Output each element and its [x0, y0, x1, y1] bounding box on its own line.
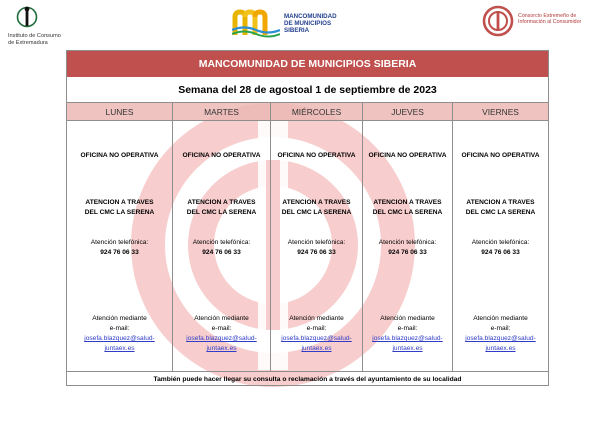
attention-note — [453, 198, 548, 218]
email-link-line-1[interactable]: josefa.blazquez@salud- — [465, 335, 536, 342]
email-link[interactable] — [173, 334, 270, 354]
email-link[interactable] — [363, 334, 452, 354]
phone-label: Atención telefónica: — [287, 239, 346, 246]
logo-center-line-3: SIBERIA — [284, 27, 310, 35]
logo-right-line-1: Consorcio Extremeño de — [518, 13, 577, 19]
email-label — [271, 314, 362, 334]
phone-label: Atención telefónica: — [192, 239, 251, 246]
email-label-line-2: e-mail: — [109, 325, 130, 332]
day-name: JUEVES — [363, 103, 452, 121]
email-label-line-2: e-mail: — [397, 325, 418, 332]
email-link-line-1[interactable]: josefa.blazquez@salud- — [281, 335, 352, 342]
phone-label: Atención telefónica: — [90, 239, 149, 246]
phone-number: 924 76 06 33 — [202, 249, 241, 256]
phone-number: 924 76 06 33 — [388, 249, 427, 256]
email-label-line-1: Atención mediante — [194, 315, 249, 322]
attention-line-1: ATENCION A TRAVES — [282, 199, 351, 206]
attention-line-1: ATENCION A TRAVES — [85, 199, 154, 206]
phone-number: 924 76 06 33 — [481, 249, 520, 256]
table-title: MANCOMUNIDAD DE MUNICIPIOS SIBERIA — [67, 51, 548, 77]
email-link-line-1[interactable]: josefa.blazquez@salud- — [186, 335, 257, 342]
office-status: OFICINA NO OPERATIVA — [368, 152, 447, 159]
email-link-line-2[interactable]: juntaex.es — [485, 345, 516, 352]
email-label — [173, 314, 270, 334]
attention-line-2: DEL CMC LA SERENA — [281, 209, 352, 216]
office-status: OFICINA NO OPERATIVA — [182, 152, 261, 159]
email-label-line-1: Atención mediante — [92, 315, 147, 322]
logo-left-line-2: de Extremadura — [8, 39, 48, 46]
logo-right-line-2: Información al Consumidor — [518, 19, 582, 26]
email-label — [453, 314, 548, 334]
office-status: OFICINA NO OPERATIVA — [277, 152, 356, 159]
email-label-line-1: Atención mediante — [473, 315, 528, 322]
email-link[interactable] — [271, 334, 362, 354]
schedule-table — [66, 50, 549, 386]
logo-center-line-1: MANCOMUNIDAD — [284, 13, 337, 20]
email-label-line-1: Atención mediante — [380, 315, 435, 322]
email-link[interactable] — [67, 334, 172, 354]
attention-line-1: ATENCION A TRAVES — [373, 199, 442, 206]
phone-number: 924 76 06 33 — [100, 249, 139, 256]
phone-label: Atención telefónica: — [471, 239, 530, 246]
phone-label: Atención telefónica: — [378, 239, 437, 246]
day-name: LUNES — [67, 103, 172, 121]
email-link-line-2[interactable]: juntaex.es — [392, 345, 423, 352]
attention-line-1: ATENCION A TRAVES — [466, 199, 535, 206]
mancomunidad-name — [284, 13, 337, 35]
attention-line-2: DEL CMC LA SERENA — [465, 209, 536, 216]
day-name: VIERNES — [453, 103, 548, 121]
day-column-miercoles — [271, 103, 363, 371]
mancomunidad-logo — [232, 8, 372, 40]
attention-note — [271, 198, 362, 218]
email-label-line-2: e-mail: — [306, 325, 327, 332]
footer-note: También puede hacer llegar su consulta o reclamación a través del ayuntamiento de su localidad — [67, 371, 548, 387]
email-link-line-2[interactable]: juntaex.es — [104, 345, 135, 352]
week-range: Semana del 28 de agostoal 1 de septiembre de 2023 — [67, 77, 548, 103]
mancomunidad-m-icon — [232, 8, 280, 38]
consumer-institute-icon — [16, 4, 38, 32]
email-link-line-2[interactable]: juntaex.es — [301, 345, 332, 352]
email-label — [67, 314, 172, 334]
email-link-line-2[interactable]: juntaex.es — [206, 345, 237, 352]
day-name: MIÉRCOLES — [271, 103, 362, 121]
day-column-lunes — [67, 103, 173, 371]
consorcio-ring-icon — [482, 5, 514, 37]
attention-line-2: DEL CMC LA SERENA — [186, 209, 257, 216]
email-link[interactable] — [453, 334, 548, 354]
email-label — [363, 314, 452, 334]
attention-line-2: DEL CMC LA SERENA — [84, 209, 155, 216]
day-name: MARTES — [173, 103, 270, 121]
attention-note — [363, 198, 452, 218]
attention-note — [67, 198, 172, 218]
day-column-viernes — [453, 103, 548, 371]
phone-number: 924 76 06 33 — [297, 249, 336, 256]
email-link-line-1[interactable]: josefa.blazquez@salud- — [372, 335, 443, 342]
email-label-line-2: e-mail: — [490, 325, 511, 332]
logo-left-line-1: Instituto de Consumo — [8, 33, 61, 39]
attention-note — [173, 198, 270, 218]
office-status: OFICINA NO OPERATIVA — [80, 152, 159, 159]
instituto-consumo-name — [8, 33, 61, 46]
consorcio-logo — [482, 4, 594, 40]
days-row — [67, 103, 548, 371]
email-link-line-1[interactable]: josefa.blazquez@salud- — [84, 335, 155, 342]
attention-line-2: DEL CMC LA SERENA — [372, 209, 443, 216]
office-status: OFICINA NO OPERATIVA — [461, 152, 540, 159]
email-label-line-1: Atención mediante — [289, 315, 344, 322]
page-header — [0, 0, 600, 48]
logo-center-line-2: DE MUNICIPIOS — [284, 20, 332, 28]
day-column-martes — [173, 103, 271, 371]
attention-line-1: ATENCION A TRAVES — [187, 199, 256, 206]
consorcio-name — [518, 13, 581, 26]
day-column-jueves — [363, 103, 453, 371]
instituto-consumo-logo — [8, 4, 118, 48]
email-label-line-2: e-mail: — [211, 325, 232, 332]
